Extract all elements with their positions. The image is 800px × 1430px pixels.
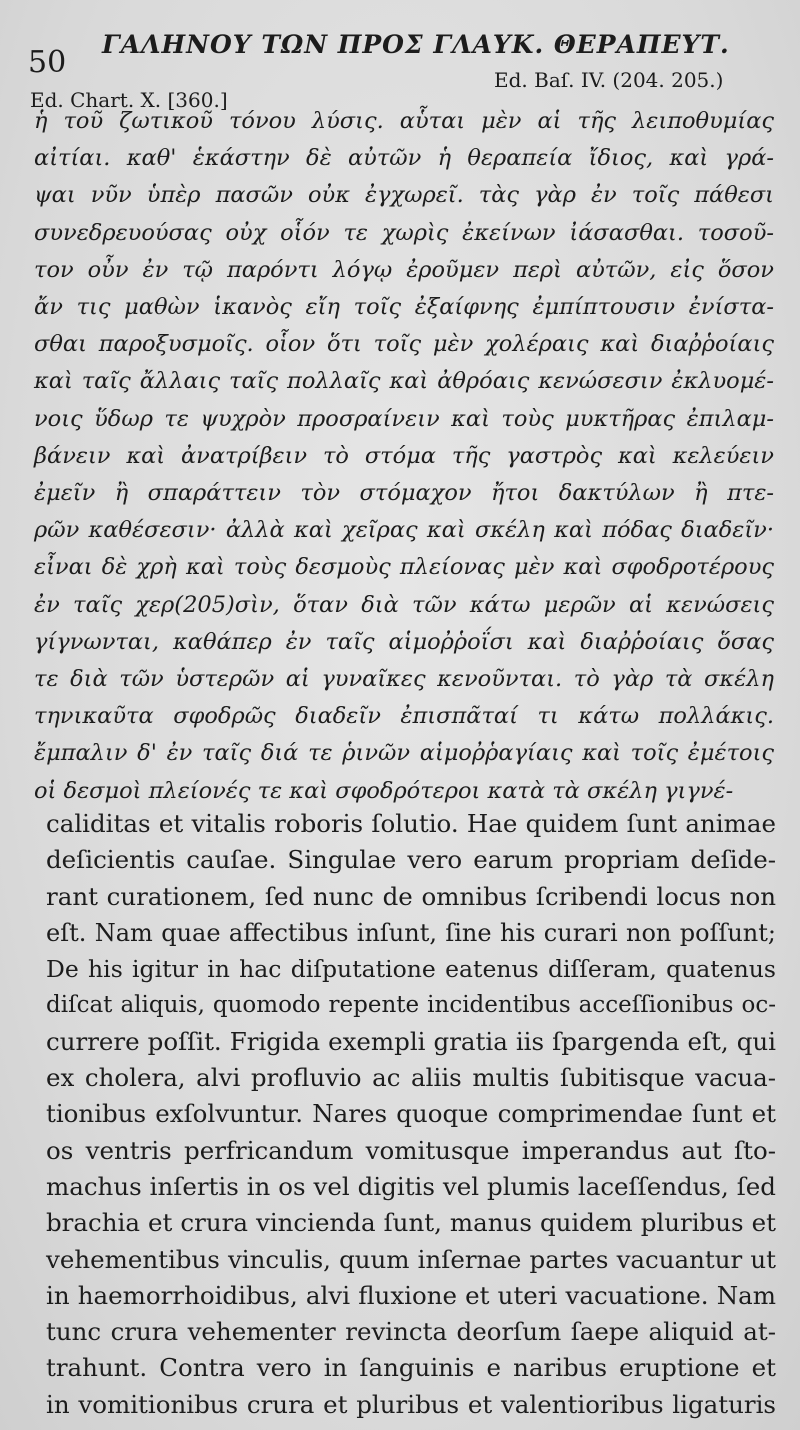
greek-line: τηνικαῦτα σφοδρῶς διαδεῖν ἐπισπᾶταί τι κάτω πολλάκις. bbox=[34, 703, 774, 730]
latin-line: caliditas et vitalis roboris ſolutio. Hae quidem ſunt animae bbox=[46, 809, 776, 838]
latin-line: tionibus exſolvuntur. Nares quoque comprimendae ſunt et bbox=[46, 1099, 776, 1129]
greek-line: εἶναι δὲ χρὴ καὶ τοὺς δεσμοὺς πλείονας μὲν καὶ σφοδροτέρους bbox=[34, 554, 774, 581]
greek-line: καὶ ταῖς ἄλλαις ταῖς πολλαῖς καὶ ἀθρόαις κενώσεσιν ἐκλυομέ- bbox=[34, 368, 774, 395]
greek-line: νοις ὕδωρ τε ψυχρὸν προσραίνειν καὶ τοὺς μυκτῆρας ἐπιλαμ- bbox=[34, 405, 774, 432]
greek-line: σθαι παροξυσμοῖς. οἷον ὅτι τοῖς μὲν χολέραις καὶ διαῤῥοίαις bbox=[34, 331, 774, 358]
latin-line: De his igitur in hac diſputatione eatenus diſſeram, quatenus bbox=[46, 955, 776, 984]
greek-text-block bbox=[34, 103, 774, 810]
latin-line: trahunt. Contra vero in ſanguinis e naribus eruptione et bbox=[46, 1353, 776, 1383]
page-number: 50 bbox=[28, 45, 67, 80]
greek-line: ἄν τις μαθὼν ἱκανὸς εἴη τοῖς ἐξαίφνης ἐμπίπτουσιν ἐνίστα- bbox=[34, 294, 774, 321]
greek-line: γίγνωνται, καθάπερ ἐν ταῖς αἱμοῤῥοΐσι καὶ διαῤῥοίαις ὅσας bbox=[34, 628, 774, 655]
latin-line: machus inſertis in os vel digitis vel plumis laceſſendus, ſed bbox=[46, 1171, 776, 1201]
greek-line: ἡ τοῦ ζωτικοῦ τόνου λύσις. αὗται μὲν αἱ τῆς λειποθυμίας bbox=[34, 108, 774, 134]
greek-line: αἰτίαι. καθ' ἑκάστην δὲ αὐτῶν ἡ θεραπεία ἴδιος, καὶ γρά- bbox=[34, 145, 774, 172]
greek-line: οἱ δεσμοὶ πλείονές τε καὶ σφοδρότεροι κατὰ τὰ σκέλη γιγνέ- bbox=[34, 777, 734, 804]
latin-line: currere poſſit. Frigida exempli gratia iis ſpargenda eſt, qui bbox=[46, 1026, 776, 1056]
latin-line: in vomitionibus crura et pluribus et valentioribus ligaturis bbox=[46, 1389, 776, 1419]
latin-line: eſt. Nam quae affectibus inſunt, ſine his curari non poſſunt; bbox=[46, 918, 776, 947]
latin-line: deſicientis cauſae. Singulae vero earum propriam deſide- bbox=[46, 845, 776, 875]
greek-line: ἔμπαλιν δ' ἐν ταῖς διά τε ῥινῶν αἱμοῤῥαγίαις καὶ τοῖς ἐμέτοις bbox=[34, 740, 774, 767]
latin-line: diſcat aliquis, quomodo repente incidentibus acceſſionibus oc- bbox=[46, 992, 776, 1019]
greek-line: ἐμεῖν ἢ σπαράττειν τὸν στόμαχον ἤτοι δακτύλων ἢ πτε- bbox=[34, 480, 774, 507]
latin-text-block bbox=[46, 806, 776, 1423]
latin-line: rant curationem, ſed nunc de omnibus ſcribendi locus non bbox=[46, 881, 776, 911]
latin-line: ex cholera, alvi profluvio ac aliis multis ſubitisque vacua- bbox=[46, 1063, 776, 1093]
latin-line: brachia et crura vincienda ſunt, manus quidem pluribus et bbox=[46, 1208, 776, 1238]
greek-line: ρῶν καθέσεσιν· ἀλλὰ καὶ χεῖρας καὶ σκέλη καὶ πόδας διαδεῖν· bbox=[34, 517, 774, 544]
edition-reference-left: Ed. Chart. X. [360.] bbox=[30, 88, 228, 112]
greek-line: τε διὰ τῶν ὑστερῶν αἱ γυναῖκες κενοῦνται. τὸ γὰρ τὰ σκέλη bbox=[34, 666, 774, 693]
greek-line: τον οὖν ἐν τῷ παρόντι λόγῳ ἐροῦμεν περὶ αὐτῶν, εἰς ὅσον bbox=[34, 256, 774, 283]
greek-line: ἐν ταῖς χερ(205)σὶν, ὅταν διὰ τῶν κάτω μερῶν αἱ κενώσεις bbox=[34, 591, 774, 618]
greek-line: συνεδρευούσας οὐχ οἷόν τε χωρὶς ἐκείνων ἰάσασθαι. τοσοῦ- bbox=[34, 219, 774, 246]
latin-line: in haemorrhoidibus, alvi fluxione et uteri vacuatione. Nam bbox=[46, 1280, 776, 1310]
running-title: ΓΑΛΗΝΟΥ ΤΩΝ ΠΡΟΣ ΓΛΑΥΚ. ΘΕΡΑΠΕΥΤ. bbox=[102, 30, 730, 59]
latin-line: vehementibus vinculis, quum inſernae partes vacuantur ut bbox=[46, 1244, 776, 1274]
greek-line: ψαι νῦν ὑπὲρ πασῶν οὐκ ἐγχωρεῖ. τὰς γὰρ ἐν τοῖς πάθεσι bbox=[34, 182, 774, 209]
latin-line: tunc crura vehementer revincta deorſum ſaepe aliquid at- bbox=[46, 1317, 776, 1347]
edition-reference-right: Ed. Baſ. IV. (204. 205.) bbox=[494, 68, 724, 92]
greek-line: βάνειν καὶ ἀνατρίβειν τὸ στόμα τῆς γαστρὸς καὶ κελεύειν bbox=[34, 442, 774, 469]
latin-line: os ventris perfricandum vomitusque imperandus aut ſto- bbox=[46, 1135, 776, 1165]
